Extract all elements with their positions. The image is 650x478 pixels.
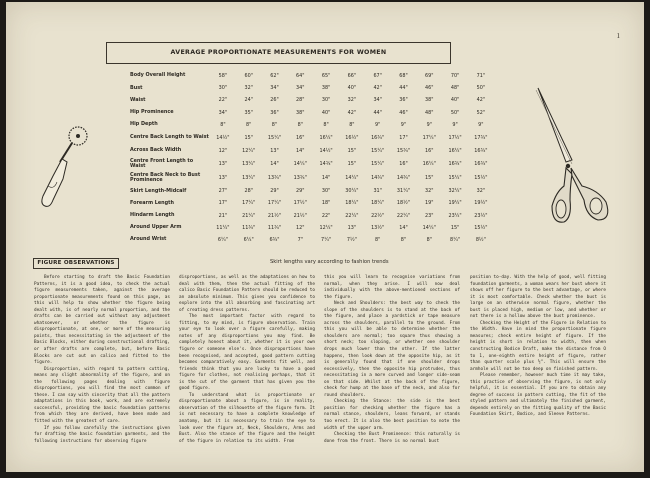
table-cell: 15" [450, 224, 460, 231]
table-cell: 15" [347, 148, 357, 155]
table-cell: 69" [425, 73, 434, 80]
text-column-4 [470, 275, 606, 419]
table-row [130, 222, 498, 234]
table-cell: 12" [296, 224, 305, 231]
table-cell: 16¼" [422, 161, 436, 168]
row-label: Around Wrist [130, 236, 167, 243]
table-cell: 13¾" [267, 175, 282, 182]
table-cell: 8" [400, 236, 407, 243]
table-cell: 32" [244, 85, 253, 92]
table-cell: 23½" [474, 212, 488, 219]
table-cell: 15" [244, 134, 253, 141]
table-cell: 42" [347, 109, 357, 116]
table-cell: 14½" [216, 134, 230, 141]
table-cell: 16¾" [474, 161, 488, 168]
table-cell: 46" [399, 109, 408, 116]
table-cell: 40" [450, 97, 460, 104]
paragraph: The most important factor with regard to fitting, to my mind, is figure observation. Train your eye to look over a figure carefully, making notes of any disproportions you may find. Be completely honest about it, whether it is your own figure or someone else's. Once disproportions have been recognised, and accepted, good pattern cutting becomes comparatively easy. Garments fit well, and friends think that you are lucky to have a good figure for clothes, not realising perhaps, that it is the cut of the garment that has given you the good figure. [179, 314, 315, 392]
table-cell: 8" [220, 121, 226, 128]
table-cell: 34" [296, 85, 305, 92]
table-cell: 17½" [293, 200, 307, 207]
table-cell: 15¾" [396, 148, 411, 155]
table-cell: 31¼" [396, 188, 411, 195]
table-cell: 21½" [293, 212, 307, 219]
table-cell: 18¼" [345, 200, 359, 207]
table-row [130, 131, 498, 145]
table-cell: 31" [373, 188, 382, 195]
table-cell: 19½" [474, 200, 488, 207]
table-cell: 9" [452, 121, 458, 128]
table-cell: 8" [246, 121, 252, 128]
table-cell: 18¼" [371, 200, 385, 207]
table-cell: 16" [296, 134, 305, 141]
paragraph: Neck and Shoulders: the best way to check the slope of the shoulders is to stand at the back of the figure, and place a yardstick or tape measure across the shoulders, parallel to the ground. From this you will be able to determine whether the shoulders are normal; too square thus showing a short neck; too sloping, or whether one shoulder drops much lower than the other. If the latter happens, then look down at the opposite hip, as it is generally found that if one shoulder drops excessively, then the opposite hip protrudes, thus necessitating in a more curved and longer side-seam on that side. Whilst at the back of the figure, check for hump at the base of the neck, and also for round shoulders. [324, 301, 460, 398]
table-cell: 16¾" [371, 134, 385, 141]
paragraph: Checking the Bust Prominence: this naturally is done from the front. There is no normal bust [324, 432, 460, 444]
table-cell: 7½" [346, 236, 357, 243]
table-cell: 62" [270, 73, 279, 80]
table-cell: 34" [373, 97, 382, 104]
table-cell: 50" [476, 85, 486, 92]
table-cell: 8" [426, 236, 432, 243]
table-cell: 66" [347, 73, 357, 80]
table-cell: 14¾" [371, 175, 385, 182]
table-cell: 23" [425, 212, 434, 219]
table-row [130, 197, 498, 209]
paragraph: Checking the Stance: the side is the best position for checking whether the figure has a normal stance, shoulders, leans forward, or stands too erect. It is also the best position to note the width of the upper arm. [324, 399, 460, 431]
table-cell: 40" [321, 109, 331, 116]
table-footnote: Skirt lengths vary according to fashion trends [270, 259, 389, 265]
table-cell: 28" [244, 188, 253, 195]
table-cell: 60" [244, 73, 253, 80]
table-cell: 16½" [345, 134, 359, 141]
table-cell: 22¼" [345, 212, 359, 219]
table-cell: 13" [218, 161, 228, 168]
table-cell: 24" [244, 97, 253, 104]
table-cell: 9" [374, 121, 381, 128]
table-cell: 8" [271, 121, 278, 128]
table-cell: 44" [373, 109, 382, 116]
table-cell: 13" [347, 224, 357, 231]
table-cell: 21" [218, 212, 228, 219]
table-cell: 17¼" [422, 134, 436, 141]
table-cell: 34" [218, 109, 228, 116]
table-cell: 17¼" [267, 200, 282, 207]
table-cell: 67" [373, 73, 382, 80]
table-cell: 30" [218, 85, 228, 92]
table-cell: 15¼" [371, 161, 385, 168]
table-cell: 22" [321, 212, 331, 219]
table-cell: 30" [321, 97, 331, 104]
table-cell: 15½" [474, 224, 488, 231]
row-label: Waist [130, 96, 146, 103]
table-cell: 15¼" [267, 134, 282, 141]
paragraph: disproportions, as well as the adaptations on how to deal with them, then the actual fitting of the calico Basic Foundation Pattern should be reduced to an absolute minimum. This gives you confidence to explore into the all absorbing and fascinating art of creating dress patterns. [179, 275, 315, 313]
paragraph: To understand what is proportionate or disproportionate about a figure, is in reality, observation of the silhouette of the figure form. It is not necessary to have a complete knowledge of anatomy, but it is necessary to train the eye to look over the figure at, Neck, Shoulders, Arms and Bust. Also the stance of the figure and the height of the figure in relation to its width. From [179, 392, 315, 444]
measurements-table [130, 70, 498, 246]
section-heading: FIGURE OBSERVATIONS [33, 258, 119, 269]
row-label: Hindarm Length [130, 211, 175, 218]
table-cell: 32" [476, 188, 486, 195]
table-cell: 29" [270, 188, 279, 195]
table-cell: 6¾" [269, 236, 280, 243]
paragraph: Before starting to draft the Basic Foundation Patterns, it is a good idea, to check the actual figure measurements taken, against the average proportionate measurements found on this page, as this will help to show whether the figure being dealt with, is of nearly normal proportion, and the drafts can be carried out without any adjustment whatsoever, or whether the figure is disproportionate, at one, or more of the measuring points, thus necessitating in the adjustment of the Basic Blocks, either during constructional drafting, or after drafts are complete, but, before Basic Blocks are cut out on calico and fitted to the figure. [34, 275, 170, 366]
row-label: Centre Front Length to Waist [130, 157, 194, 170]
table-cell: 12" [218, 148, 228, 155]
table-cell: 38" [425, 97, 434, 104]
table-cell: 30¼" [345, 188, 359, 195]
table-cell: 12¼" [319, 224, 333, 231]
table-cell: 36" [270, 109, 279, 116]
table-row [130, 119, 498, 131]
table-cell: 30" [321, 188, 331, 195]
paragraph: position to-day. With the help of good, well fitting foundation garments, a woman wears her bust where it shows off her figure to the best advantage, or where it is most comfortable. Check whether the bust is large on an otherwise normal figure, whether the bust is placed high, medium or low, and whether or not there is a hollow above the bust prominence. [470, 275, 606, 320]
table-cell: 13¾" [293, 175, 307, 182]
table-cell: 18½" [396, 200, 411, 207]
table-cell: 6¼" [243, 236, 254, 243]
paragraph: this you will learn to recognise variations from normal, when they arise. I will now deal individually with the above-mentioned sections of the figure. [324, 275, 460, 300]
table-cell: 16¾" [474, 148, 488, 155]
table-cell: 58" [218, 73, 228, 80]
table-cell: 22" [218, 97, 228, 104]
table-cell: 14¾" [319, 161, 333, 168]
table-cell: 15¼" [371, 148, 385, 155]
table-cell: 14¼" [422, 224, 436, 231]
table-cell: 14" [296, 148, 305, 155]
table-cell: 42" [476, 97, 486, 104]
table-cell: 14¼" [345, 175, 359, 182]
table-row [130, 107, 498, 119]
table-cell: 13" [270, 148, 279, 155]
text-column-3 [324, 275, 460, 445]
table-cell: 13¼" [242, 161, 256, 168]
table-cell: 8" [323, 121, 329, 128]
table-cell: 32" [347, 97, 357, 104]
table-cell: 35" [244, 109, 253, 116]
row-label: Bust [130, 84, 143, 91]
table-cell: 48" [450, 85, 460, 92]
body-text [34, 275, 609, 445]
table-cell: 6¼" [217, 236, 228, 243]
table-cell: 17½" [448, 134, 462, 141]
table-cell: 13¼" [242, 175, 256, 182]
table-cell: 9" [400, 121, 407, 128]
row-label: Across Back Width [130, 147, 182, 154]
table-cell: 21½" [267, 212, 282, 219]
table-cell: 23¼" [448, 212, 462, 219]
table-cell: 19¼" [448, 200, 462, 207]
page-number: 1 [616, 32, 620, 40]
paragraph: Please remember, however much time it may take, this practice of observing the figure, is not only helpful, it is essential. If you are to obtain any degree of success in pattern cutting, the fit of the styled pattern and ultimately the finished garment, depends entirely on the fitting quality of the Basic Foundation Skirt, Bodice, and Sleeve Patterns. [470, 373, 606, 418]
table-row [130, 185, 498, 197]
table-cell: 8½" [475, 236, 486, 243]
table-cell: 71" [476, 73, 486, 80]
table-cell: 16" [399, 161, 408, 168]
table-cell: 15¼" [448, 175, 462, 182]
table-cell: 11¾" [242, 224, 256, 231]
table-cell: 44" [399, 85, 408, 92]
table-cell: 42" [373, 85, 382, 92]
table-cell: 26" [270, 97, 279, 104]
table-cell: 64" [296, 73, 305, 80]
row-label: Skirt Length-Midcalf [130, 187, 187, 194]
table-cell: 68" [399, 73, 408, 80]
table-cell: 16¼" [448, 148, 462, 155]
table-cell: 9" [426, 121, 432, 128]
table-cell: 27" [218, 188, 228, 195]
table-cell: 17¾" [474, 134, 488, 141]
table-cell: 38" [296, 109, 305, 116]
table-row [130, 210, 498, 222]
table-cell: 7" [297, 236, 303, 243]
table-cell: 18" [321, 200, 331, 207]
table-cell: 8" [349, 121, 355, 128]
table-cell: 15" [425, 175, 434, 182]
table-cell: 15½" [474, 175, 488, 182]
table-row [130, 70, 498, 82]
table-cell: 17" [399, 134, 408, 141]
row-label: Around Upper Arm [130, 224, 182, 231]
table-row [130, 94, 498, 106]
table-cell: 14¾" [396, 175, 411, 182]
paragraph: If you follow carefully the instructions given for drafting the basic foundation garments, and the following instructions for observing figure [34, 425, 170, 444]
table-cell: 36" [399, 97, 408, 104]
table-cell: 14" [321, 175, 331, 182]
table-cell: 11¾" [267, 224, 282, 231]
table-cell: 65" [321, 73, 331, 80]
table-cell: 28" [296, 97, 305, 104]
table-cell: 22½" [371, 212, 385, 219]
paragraph: Checking the Height of the Figure in Relation to the Width. Have in mind the proportionate figure measures; check entire height of figure. If the height is short in relation to width, then when constructing Bodice Draft, make the distance from O to 1, one-eighth entire height of figure, rather than quarter scale plus ½". This will ensure the armhole will not be too deep on finished pattern. [470, 320, 606, 372]
table-cell: 14" [399, 224, 408, 231]
table-row [130, 145, 498, 157]
scissors-icon [526, 82, 616, 232]
table-cell: 8" [297, 121, 303, 128]
table-cell: 22¼" [396, 212, 411, 219]
paragraph: Disproportion, with regard to pattern cutting, means any slight abnormality of the figure, and on the following pages dealing with figure disproportions, you will find the most common of these. I can say with sincerity that all the pattern adaptations in this book, work, and are extremely successful, providing the basic foundation patterns from which they are derived, have been made and fitted with the greatest of care. [34, 366, 170, 425]
table-cell: 13½" [371, 224, 385, 231]
table-cell: 8" [374, 236, 381, 243]
table-cell: 46" [425, 85, 434, 92]
table-cell: 19" [425, 200, 434, 207]
table-cell: 7¼" [321, 236, 332, 243]
table-cell: 38" [321, 85, 331, 92]
table-cell: 16" [425, 148, 434, 155]
table-cell: 32" [425, 188, 434, 195]
row-label: Forearm Length [130, 199, 174, 206]
table-row [130, 82, 498, 94]
table-cell: 17¼" [242, 200, 256, 207]
table-row [130, 234, 498, 246]
table-cell: 52" [476, 109, 486, 116]
table-cell: 34" [270, 85, 279, 92]
table-cell: 14" [270, 161, 279, 168]
table-cell: 11¼" [216, 224, 230, 231]
table-cell: 21¼" [242, 212, 256, 219]
table-cell: 15" [347, 161, 357, 168]
table-title: AVERAGE PROPORTIONATE MEASUREMENTS FOR WOMEN [106, 42, 451, 64]
table-cell: 50" [450, 109, 460, 116]
table-cell: 29" [296, 188, 305, 195]
table-cell: 12¼" [242, 148, 256, 155]
table-cell: 8¼" [450, 236, 461, 243]
table-cell: 16¼" [319, 134, 333, 141]
table-cell: 48" [425, 109, 434, 116]
table-cell: 70" [450, 73, 460, 80]
row-label: Centre Back Neck to Bust Prominence [130, 171, 201, 184]
text-column-1 [34, 275, 170, 445]
table-cell: 13" [218, 175, 228, 182]
table-row [130, 157, 498, 171]
tracing-wheel-icon [26, 122, 96, 212]
text-column-2 [179, 275, 315, 445]
table-cell: 16¾" [448, 161, 462, 168]
table-cell: 9" [478, 121, 484, 128]
table-cell: 32¼" [448, 188, 462, 195]
row-label: Hip Depth [130, 121, 158, 128]
row-label: Body Overall Height [130, 72, 186, 79]
row-label: Centre Back Length to Waist [130, 134, 209, 141]
table-cell: 17" [218, 200, 228, 207]
table-cell: 40" [347, 85, 357, 92]
table-cell: 14½" [319, 148, 333, 155]
row-label: Hip Prominence [130, 109, 174, 116]
table-cell: 14¼" [293, 161, 307, 168]
table-row [130, 171, 498, 185]
